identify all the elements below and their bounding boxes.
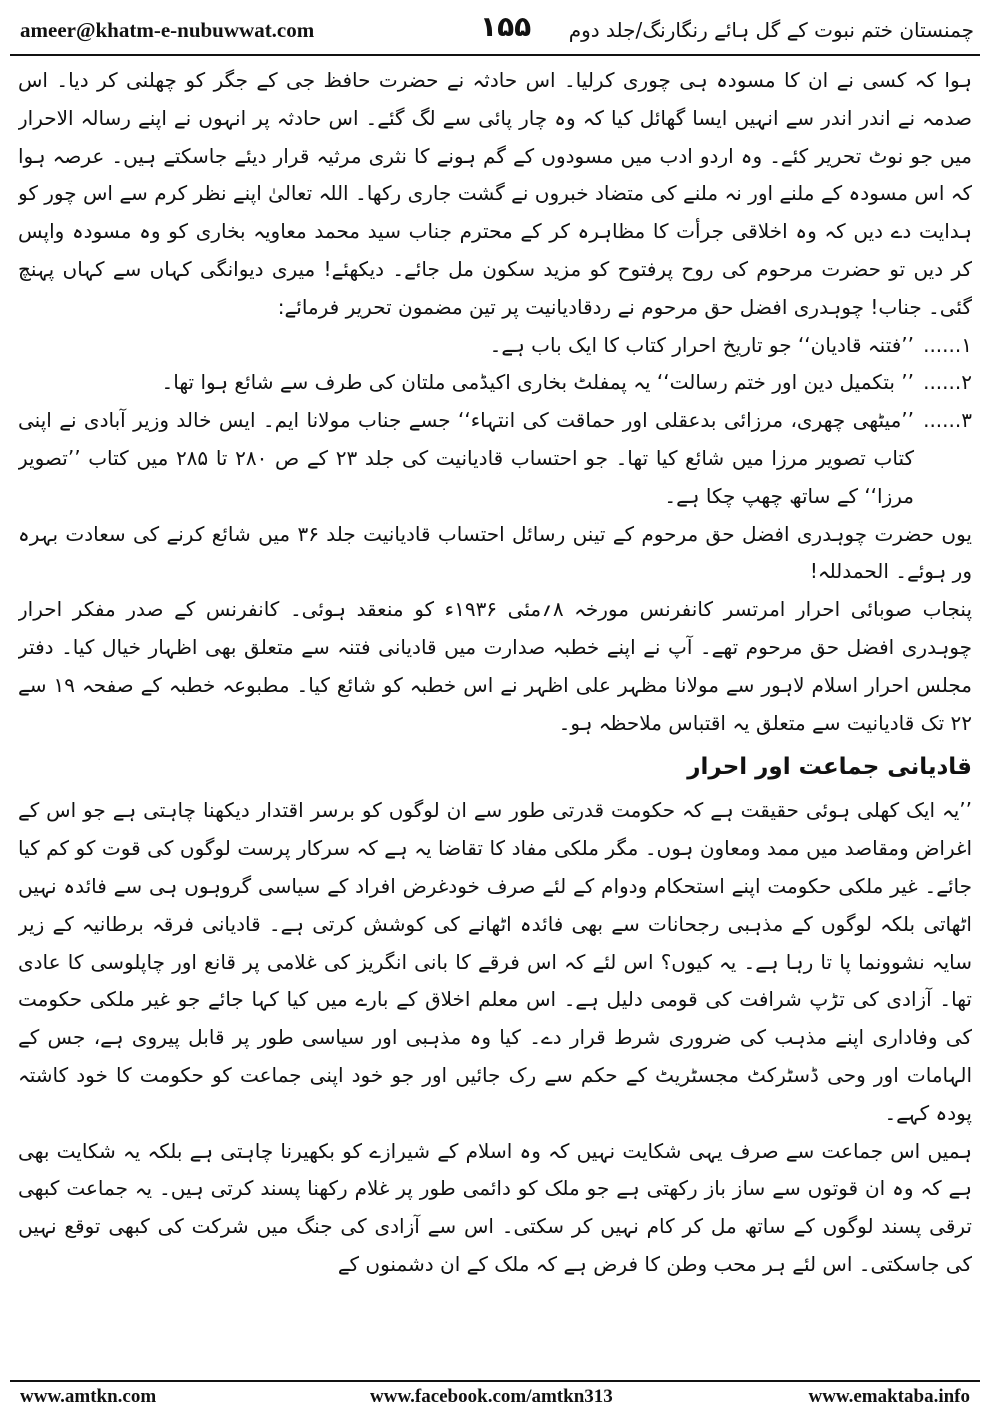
header-email: ameer@khatm-e-nubuwwat.com [20,18,315,42]
book-title: چمنستان ختم نبوت کے گل ہائے رنگارنگ/جلد دوم [568,18,974,42]
footer-link-facebook[interactable]: www.facebook.com/amtkn313 [370,1386,613,1407]
paragraph-2: یوں حضرت چوہدری افضل حق مرحوم کے تینں رسائل احتساب قادیانیت جلد ۳۶ میں شائع کرنے کی سعادت بہرہ ور ہوئے۔ الحمدللہ! [18,521,972,584]
page-number: ۱۵۵ [480,10,532,43]
page-footer [10,1386,980,1414]
paragraph-5: ہمیں اس جماعت سے صرف یہی شکایت نہیں کہ وہ اسلام کے شیرازے کو بکھیرنا چاہتی ہے بلکہ یہ شکایت بھی ہے کہ وہ ان قوتوں سے ساز باز رکھتی ہے جو ملک کو دائمی طور پر غلام رکھنا پسند کرتی ہیں۔ یہ جماعت کبھی ترقی پسند لوگوں کے ساتھ مل کر کام نہیں کر سکتی۔ اس سے آزادی کی جنگ میں شرکت کی کبھی توقع نہیں کی جاسکتی۔ اس لئے ہر محب وطن کا فرض ہے کہ ملک کے ان دشمنوں کے [18,1138,972,1276]
footer-link-emaktaba[interactable]: www.emaktaba.info [808,1386,970,1407]
list-item-number: ۳...... [923,408,972,433]
footer-rule [10,1380,980,1382]
list-item-text: ’’فتنہ قادیان‘‘ جو تاریخ احرار کتاب کا ایک باب ہے۔ [489,332,914,357]
list-item-1 [18,327,972,365]
paragraph-3: پنجاب صوبائی احرار امرتسر کانفرنس مورخہ ۸؍مئی ۱۹۳۶ء کو منعقد ہوئی۔ کانفرنس کے صدر مفکر احرار چوہدری افضل حق مرحوم تھے۔ آپ نے اپنے خطبہ صدارت میں قادیانی فتنہ سے متعلق بھی اظہار خیال کیا۔ دفتر مجلس احرار اسلام لاہور سے مولانا مظہر علی اظہر نے اس خطبہ کو شائع کیا۔ مطبوعہ خطبہ کے صفحہ ۱۹ سے ۲۲ تک قادیانیت سے متعلق یہ اقتباس ملاحظہ ہو۔ [18,597,972,735]
paragraph-1: ہوا کہ کسی نے ان کا مسودہ ہی چوری کرلیا۔ اس حادثہ نے حضرت حافظ جی کے جگر کو چھلنی کر دیا۔ اس صدمہ نے اندر اندر سے انہیں ایسا گھائل کیا کہ وہ چار پائی سے لگ گئے۔ اس حادثہ پر انہوں نے اپنے رسالہ الاحرار میں جو نوٹ تحریر کئے۔ وہ اردو ادب میں مسودوں کے گم ہونے کا نثری مرثیہ قرار دیئے جاسکتے ہیں۔ عرصہ ہوا کہ اس مسودہ کے ملنے اور نہ ملنے کی متضاد خبروں نے گشت جاری رکھا۔ اللہ تعالیٰ اپنے نظر کرم سے اس چور کو ہدایت دے دیں کہ وہ اخلاقی جرأت کا مظاہرہ کر کے محترم جناب سید محمد معاویہ بخاری کو وہ مسودہ واپس کر دیں تو حضرت مرحوم کی روح پرفتوح کو مزید سکون مل جائے۔ دیکھئے! میری دیوانگی کہاں سے کہاں پہنچ گئی۔ جناب! چوہدری افضل حق مرحوم نے ردقادیانیت پر تین مضمون تحریر فرمائے: [18,68,972,319]
page-header [10,10,980,52]
list-item-3 [18,402,972,515]
section-heading: قادیانی جماعت اور احرار [687,754,972,781]
list-item-text: ’’میٹھی چھری، مرزائی بدعقلی اور حماقت کی انتہاء‘‘ جسے جناب مولانا ایم۔ ایس خالد وزیر آبادی نے اپنی کتاب تصویر مرزا میں شائع کیا تھا۔ جو احتساب قادیانیت کی جلد ۲۳ کے ص ۲۸۰ تا ۲۸۵ میں کتاب ’’تصویر مرزا‘‘ کے ساتھ چھپ چکا ہے۔ [18,408,914,508]
header-rule [10,54,980,56]
paragraph-4: ’’یہ ایک کھلی ہوئی حقیقت ہے کہ حکومت قدرتی طور سے ان لوگوں کو برسر اقتدار دیکھنا چاہتی ہے جو اس کے اغراض ومقاصد میں ممد ومعاون ہوں۔ مگر ملکی مفاد کا تقاضا یہ ہے کہ سرکار پرست لوگوں کی قوت کو کم کیا جائے۔ غیر ملکی حکومت اپنے استحکام ودوام کے لئے صرف خودغرض افراد کے سیاسی گروہوں ہی سے فائدہ نہیں اٹھاتی بلکہ لوگوں کے مذہبی رجحانات سے بھی فائدہ اٹھانے کی کوشش کرتی ہے۔ قادیانی فرقہ برطانیہ کے زیر سایہ نشوونما پا تا رہا ہے۔ یہ کیوں؟ اس لئے کہ اس فرقے کا بانی انگریز کی غلامی پر قانع اور چاپلوسی کا عادی تھا۔ آزادی کی تڑپ شرافت کی قومی دلیل ہے۔ اس معلم اخلاق کے بارے میں کیا کہا جائے جو غیر ملکی حکومت کی وفاداری اپنے مذہب کی ضروری شرط قرار دے۔ کیا وہ مذہبی اور سیاسی طور پر قابل پیروی ہے، جس کے الہامات اور وحی ڈسٹرکٹ مجسٹریٹ کے حکم سے رک جائیں اور جو خود اپنی جماعت کو حکومت کا خود کاشتہ پودہ کہے۔ [18,798,972,1125]
footer-link-amtkn[interactable]: www.amtkn.com [20,1386,157,1407]
list-item-text: ’’ بتکمیل دین اور ختم رسالت‘‘ یہ پمفلٹ بخاری اکیڈمی ملتان کی طرف سے شائع ہوا تھا۔ [161,370,914,395]
list-item-2 [18,364,972,402]
list-item-number: ۲...... [923,370,972,395]
page-body [18,62,972,1352]
list-item-number: ۱...... [923,332,972,357]
